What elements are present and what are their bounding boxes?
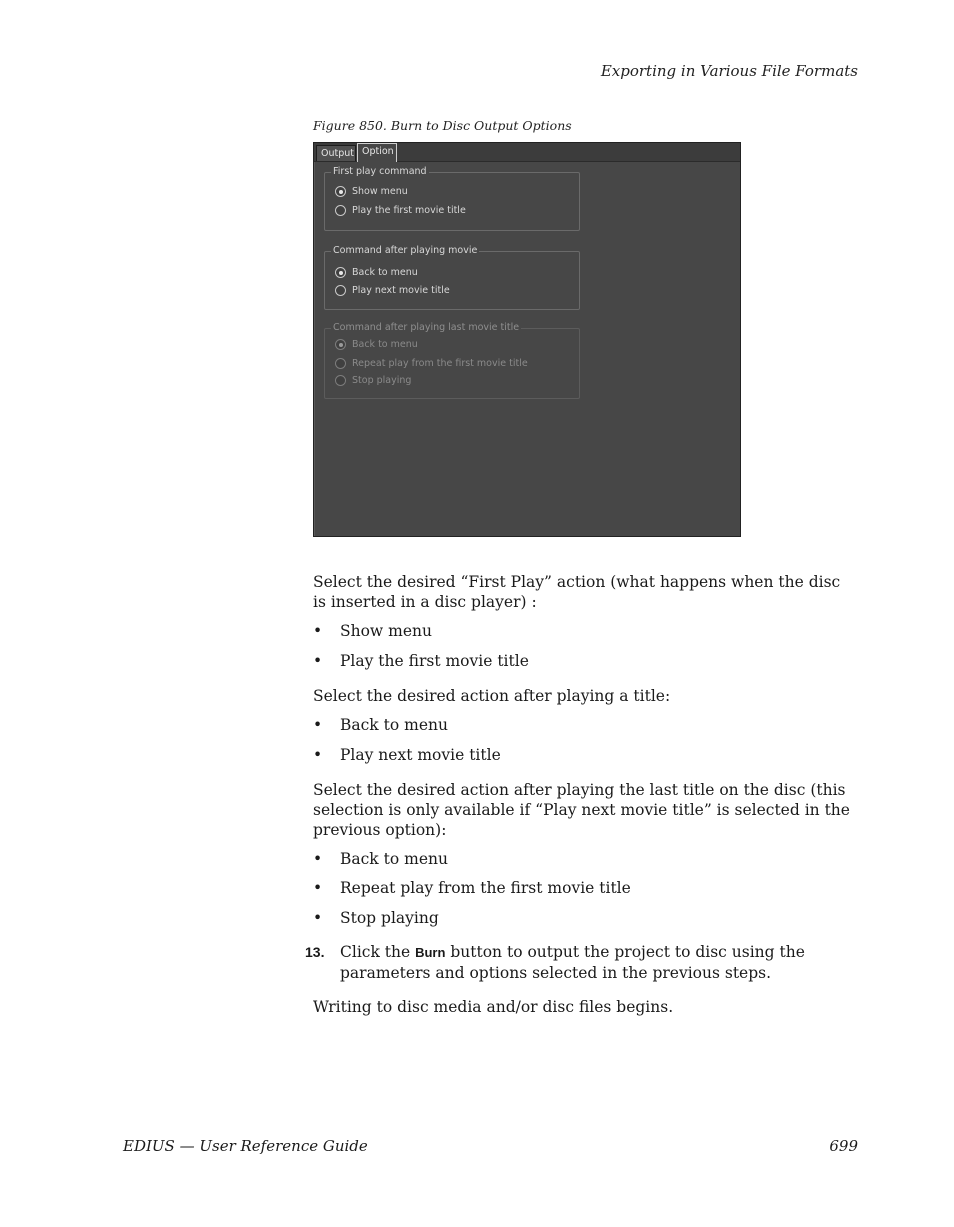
- radio-selected-icon: [335, 339, 346, 350]
- command-after-playing-movie-group: [324, 245, 580, 310]
- figure-caption: Figure 850. Burn to Disc Output Options: [313, 118, 572, 133]
- radio-label: Back to menu: [352, 267, 418, 278]
- list-item-text: Play next movie title: [340, 746, 501, 764]
- tab-strip: [314, 143, 740, 162]
- radio-label: Repeat play from the first movie title: [352, 358, 528, 369]
- step-text-before: Click the: [340, 943, 416, 961]
- list-item-text: Back to menu: [340, 850, 448, 868]
- radio-unselected-icon: [335, 285, 346, 296]
- bullet-icon: •: [313, 850, 323, 868]
- radio-label: Back to menu: [352, 339, 418, 350]
- group-legend: Command after playing movie: [333, 245, 478, 256]
- bullet-icon: •: [313, 909, 323, 927]
- command-after-last-movie-group: [324, 322, 580, 399]
- step-number: 13.: [305, 944, 325, 960]
- radio-unselected-icon: [335, 358, 346, 369]
- bullet-icon: •: [313, 716, 323, 734]
- bullet-icon: •: [313, 652, 323, 670]
- radio-unselected-icon: [335, 205, 346, 216]
- first-play-command-group: [324, 166, 580, 231]
- burn-button-reference: Burn: [415, 945, 446, 960]
- closing-note: Writing to disc media and/or disc files begins.: [313, 998, 674, 1016]
- group-legend: First play command: [333, 166, 427, 177]
- tab-option[interactable]: Option: [357, 143, 397, 162]
- radio-label: Show menu: [352, 186, 408, 197]
- group-legend: Command after playing last movie title: [333, 322, 520, 333]
- intro-after-last-title: Select the desired action after playing the last title on the disc (this selection is only available if “Play next movie title” is selected in the previous option):: [313, 781, 850, 839]
- radio-selected-icon: [335, 186, 346, 197]
- burn-options-dialog: [313, 142, 741, 537]
- radio-unselected-icon: [335, 375, 346, 386]
- radio-selected-icon: [335, 267, 346, 278]
- page-number: 699: [829, 1137, 858, 1155]
- list-item-text: Back to menu: [340, 716, 448, 734]
- step-instruction: [340, 942, 860, 983]
- option-panel: [314, 162, 740, 536]
- list-item-text: Stop playing: [340, 909, 439, 927]
- list-item-text: Show menu: [340, 622, 432, 640]
- footer-title: EDIUS — User Reference Guide: [123, 1137, 368, 1155]
- running-header: Exporting in Various File Formats: [600, 62, 858, 80]
- bullet-icon: •: [313, 622, 323, 640]
- radio-label: Play next movie title: [352, 285, 450, 296]
- step-text-after: button to output the project to disc using the parameters and options selected in the previous steps.: [340, 943, 805, 982]
- bullet-icon: •: [313, 879, 323, 897]
- list-item-text: Play the first movie title: [340, 652, 529, 670]
- intro-after-title: Select the desired action after playing a title:: [313, 687, 671, 705]
- list-item-text: Repeat play from the first movie title: [340, 879, 631, 897]
- radio-label: Stop playing: [352, 375, 412, 386]
- radio-label: Play the first movie title: [352, 205, 466, 216]
- intro-first-play: Select the desired “First Play” action (what happens when the disc is inserted in a disc player) :: [313, 573, 841, 611]
- bullet-icon: •: [313, 746, 323, 764]
- tab-output[interactable]: Output: [316, 145, 356, 161]
